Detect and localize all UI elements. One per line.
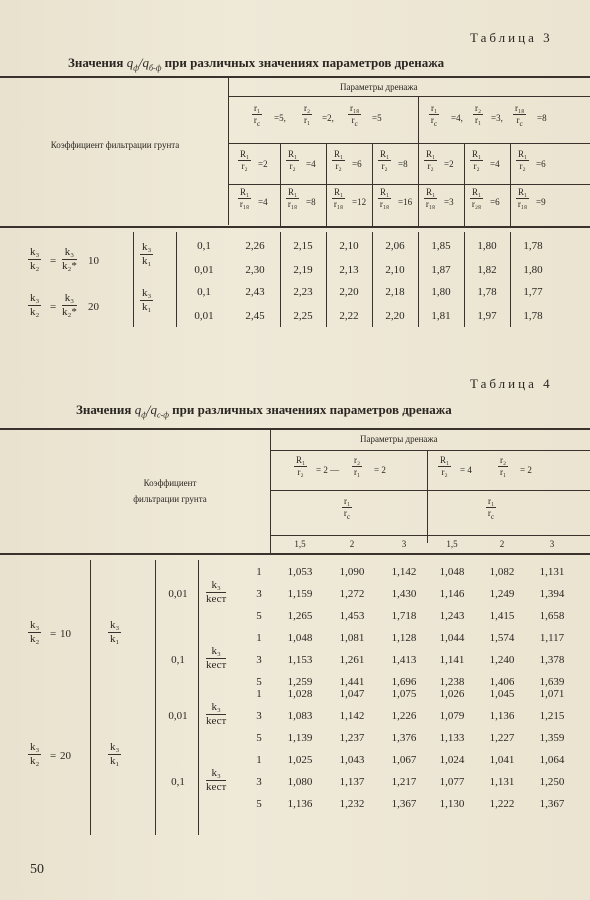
t3-cell: 2,18 — [385, 286, 405, 298]
t4-k-value: 5 — [256, 798, 262, 810]
fraction — [238, 188, 251, 209]
t4-cell: 1,658 — [539, 610, 565, 622]
t4-colval: 1,5 — [446, 539, 458, 549]
t4-colval: 2 — [499, 539, 505, 549]
t3-cell: 1,78 — [477, 286, 497, 298]
t4-cell: 1,071 — [539, 688, 565, 700]
t3-cell: 1,97 — [477, 310, 497, 322]
numerator: k₃ — [206, 646, 226, 659]
t4-colvals-rule — [271, 535, 590, 536]
t3-body-divider — [464, 232, 465, 327]
value: =4 — [306, 159, 316, 169]
value: =12 — [352, 197, 367, 207]
t4-cell: 1,083 — [287, 710, 313, 722]
t3-cell: 2,15 — [293, 240, 313, 252]
t4-cell: 1,048 — [287, 632, 313, 644]
t4-colval: 2 — [349, 539, 355, 549]
fraction — [286, 150, 299, 171]
t4-cell: 1,430 — [391, 588, 417, 600]
fraction — [470, 188, 483, 209]
t4-cell: 1,024 — [439, 754, 465, 766]
t3-col-bottom-3 — [372, 186, 418, 224]
t4-k3kest-fraction — [206, 646, 226, 671]
t4-k-value: 5 — [256, 732, 262, 744]
t3-col-divider — [464, 144, 465, 226]
t3-col-top-2 — [326, 148, 372, 186]
table3-coef-header: Коэффициент фильтрации грунта — [50, 140, 180, 150]
t3-cell: 2,43 — [245, 286, 265, 298]
t3-cell: 2,45 — [245, 310, 265, 322]
denominator: r₂ — [427, 161, 434, 171]
t4-cell: 1,044 — [439, 632, 465, 644]
numerator: R₁ — [288, 187, 298, 197]
value: =6 — [536, 159, 546, 169]
t3-body-divider — [326, 232, 327, 327]
value: =16 — [398, 197, 413, 207]
t4-cell: 1,133 — [439, 732, 465, 744]
t4-cell: 1,227 — [489, 732, 515, 744]
t4-cell: 1,142 — [339, 710, 365, 722]
fraction — [516, 150, 529, 171]
t3-body-divider — [510, 232, 511, 327]
fraction — [516, 188, 529, 209]
title-slash: /q — [146, 402, 158, 417]
t3-col-top-3 — [372, 148, 418, 186]
numerator: R₁ — [334, 149, 344, 159]
numerator: R₁ — [472, 187, 482, 197]
title-prefix: Значения — [76, 402, 132, 417]
numerator: R₁ — [334, 187, 344, 197]
fraction — [238, 150, 251, 171]
value: =4 — [258, 197, 268, 207]
t4-cell: 1,639 — [539, 676, 565, 688]
t4-cell: 1,080 — [287, 776, 313, 788]
t4-cell: 1,215 — [539, 710, 565, 722]
numerator: R₁ — [518, 149, 528, 159]
t4-k31-value: 0,1 — [171, 776, 185, 788]
t4-cell: 1,232 — [339, 798, 365, 810]
t3-cell: 1,87 — [431, 264, 451, 276]
denominator: r₂ — [289, 161, 296, 171]
t3-k31-value: 0,01 — [194, 310, 214, 322]
fraction — [424, 150, 437, 171]
book-page: Таблица 3 Значения $q_ф/q_{б-ф}$ при различных значениях параметров дренажа Коэффициент фильтрации грунта Параметры дренажа r₁ $r_c$ =5, r₂ r₁ =2, r₁₈ $r_c$ =5 r₁ $r_c$ =4, r₂ r₁ =3, r₁₈ $r_c$ =8 $\frac{\text{R₁}}{\text{r₂}}$ =2 $\frac{\text{R₁}}{\text{r₁₈}}$ =4 $\frac{\text{R₁}}{\text{r₂}}$ =4 $\frac{\text{R₁}}{\text{r₁₈}}$ =8 $\frac{\text{R₁}}{\text{r₂}}$ =6 $\frac{\text{R₁}}{\text{r₁₈}}$ =12 $\frac{\text{R₁}}{\text{r₂}}$ =8 $\frac{\text{R₁}}{\text{r₁₈}}$ =16 $\frac{\text{R₁}}{\text{r₂}}$ =2 $\frac{\text{R₁}}{\text{r₁₈}}$ =3 $\frac{\text{R₁}}{\text{r₂}}$ =4 $\frac{\text{R₁}}{\text{r₂₈}}$ =6 $\frac{\text{R₁}}{\text{r₂}}$ =6 $\frac{\text{R₁}}{\text{r₁₈}}$ =9 k₃ k₂ = k₃ k₂* 10 k₃ k₂ = k₃ k₂* 20 k₃ k₁ k₃ k₁ 0,1 2,26 2,15 2,10 2,06 1,85 1,80 1,78 0,01 2,30 2,19 2,13 2,10 1,87 1,82 1,80 0,1 2,43 2,23 2,20 2,18 1,80 1,78 1,77 0,01 2,45 2,25 2,22 2,20 1,81 1,97 1,78 Таблица 4 Значения $q_ф/q_{c-ф}$ при различных значениях параметров дренажа Коэффициент фильтрации грунта Параметры дренажа R₁ r₂ = 2 — r₂ r₁ = 2 R₁ r₂ = 4 r₂ r₁ = 2 r₁ $r_c$ r₁ $r_c$ 1,5 2 3 1,5 2 3 k₃ k₂ = 10 k₃ k₂ = 20 k₃ k₁ k₃ k₁ 0,01 k₃ kест 1 1,053 1,090 1,142 1,048 1,082 1,131 3 1,159 1,272 1,430 1,146 1,249 1,394 5 1,265 1,453 1,718 1,243 1,415 1,658 0,1 k₃ kест 1 1,048 1,081 1,128 1,044 1,574 1,117 3 1,153 1,261 1,413 1,141 1,240 1,378 5 1,259 1,441 1,696 1,238 1,406 1,639 0,01 k₃ kест 1 1,028 1,047 1,075 1,026 1,045 1,071 3 1,083 1,142 1,226 1,079 1,136 1,215 5 1,139 1,237 1,376 1,133 1,227 1,359 0,1 k₃ kест 1 1,025 1,043 1,067 1,024 1,041 1,064 3 1,080 1,137 1,217 1,077 1,131 1,250 5 1,136 1,232 1,367 1,130 1,222 1,367 50 — [0, 0, 590, 900]
t4-cell: 1,131 — [489, 776, 515, 788]
t3-cell: 2,30 — [245, 264, 265, 276]
value: =2 — [258, 159, 268, 169]
fraction — [286, 188, 299, 209]
numerator: R₁ — [426, 149, 436, 159]
table4-title — [76, 402, 452, 420]
t4-cell: 1,272 — [339, 588, 365, 600]
t3-cell: 2,10 — [385, 264, 405, 276]
t4-cell: 1,259 — [287, 676, 313, 688]
t3-col-bottom-1 — [280, 186, 326, 224]
denominator: r₂₈ — [471, 199, 482, 209]
denominator: kест — [206, 715, 227, 727]
t4-cell: 1,153 — [287, 654, 313, 666]
t3-cell: 2,20 — [385, 310, 405, 322]
denominator: r₂ — [241, 161, 248, 171]
denominator: kест — [206, 593, 227, 605]
title-q: q — [126, 55, 134, 70]
t4-cell: 1,047 — [339, 688, 365, 700]
t3-cell: 1,80 — [431, 286, 451, 298]
t3-vline-b — [176, 232, 177, 327]
params-rule — [229, 96, 590, 97]
fraction — [332, 188, 345, 209]
t4-sub-rule — [271, 490, 590, 491]
numerator: R₁ — [380, 149, 390, 159]
fraction — [470, 150, 483, 171]
title-sub1: ф — [141, 410, 147, 420]
t3-cell: 2,22 — [339, 310, 359, 322]
table4-top-rule — [0, 428, 590, 430]
fraction — [378, 150, 391, 171]
title-sub2: б-ф — [149, 63, 162, 73]
t3-cell: 2,06 — [385, 240, 405, 252]
title-rest: при различных значениях параметров дренажа — [164, 55, 445, 70]
t4-cell: 1,079 — [439, 710, 465, 722]
t4-k-value: 5 — [256, 676, 262, 688]
t4-cell: 1,376 — [391, 732, 417, 744]
t4-k31-value: 0,01 — [168, 588, 188, 600]
table3-title — [68, 55, 444, 73]
t4-cell: 1,043 — [339, 754, 365, 766]
t4-k-value: 1 — [256, 754, 262, 766]
t3-col-bottom-0 — [232, 186, 278, 224]
table3-params-header: Параметры дренажа — [340, 82, 418, 92]
numerator: R₁ — [426, 187, 436, 197]
title-prefix: Значения — [68, 55, 124, 70]
page-number: 50 — [30, 862, 44, 877]
denominator: r₁₈ — [287, 199, 298, 209]
t3-cell: 2,10 — [339, 240, 359, 252]
fraction — [424, 188, 437, 209]
t3-col-divider — [372, 144, 373, 226]
title-sub1: ф — [133, 63, 139, 73]
t4-cell: 1,131 — [539, 566, 565, 578]
ratio-value-20: 20 — [88, 301, 99, 313]
t4-cell: 1,067 — [391, 754, 417, 766]
t4-cell: 1,082 — [489, 566, 515, 578]
table4-params-header: Параметры дренажа — [360, 434, 438, 444]
t4-params-rule — [271, 450, 590, 451]
t3-cell: 1,80 — [477, 240, 497, 252]
t3-body-divider — [280, 232, 281, 327]
t3-body-divider — [372, 232, 373, 327]
numerator: k₃ — [206, 768, 226, 781]
t4-cell: 1,130 — [439, 798, 465, 810]
t3-cell: 2,23 — [293, 286, 313, 298]
t4-cell: 1,367 — [391, 798, 417, 810]
value: =6 — [352, 159, 362, 169]
numerator: R₁ — [472, 149, 482, 159]
t3-k31-value: 0,01 — [194, 264, 214, 276]
t4-cell: 1,159 — [287, 588, 313, 600]
t4-group-divider — [427, 451, 428, 543]
t4-cell: 1,139 — [287, 732, 313, 744]
t4-k-value: 3 — [256, 776, 262, 788]
t3-col-bottom-5 — [464, 186, 510, 224]
table4-group-header-2: R₁ r₂ = 4 r₂ r₁ = 2 — [440, 455, 532, 477]
numerator: R₁ — [240, 187, 250, 197]
t4-k-value: 5 — [256, 610, 262, 622]
t3-col-divider — [280, 144, 281, 226]
t4-cell: 1,243 — [439, 610, 465, 622]
title-rest: при различных значениях параметров дренажа — [172, 402, 452, 417]
t4-cell: 1,250 — [539, 776, 565, 788]
denominator: kест — [206, 659, 227, 671]
t4-cell: 1,265 — [287, 610, 313, 622]
t4-k-value: 1 — [256, 688, 262, 700]
table3-group-header-1: r₁ $r_c$ =5, r₂ r₁ =2, r₁₈ $r_c$ =5 — [253, 103, 382, 128]
t3-col-divider — [326, 144, 327, 226]
denominator: r₁₈ — [379, 199, 390, 209]
value: =3 — [444, 197, 454, 207]
t3-cell: 1,78 — [523, 240, 543, 252]
t4-colval: 3 — [401, 539, 407, 549]
table4-group-header-1: R₁ r₂ = 2 — r₂ r₁ = 2 — [296, 455, 386, 477]
t3-col-divider — [510, 144, 511, 226]
t4-colval: 1,5 — [294, 539, 306, 549]
denominator: kест — [206, 781, 227, 793]
table3-header-bottom-rule — [0, 226, 590, 228]
t3-col-top-6 — [510, 148, 556, 186]
t4-cell: 1,146 — [439, 588, 465, 600]
t3-cell: 1,82 — [477, 264, 497, 276]
t4-cell: 1,696 — [391, 676, 417, 688]
t3-cell: 2,26 — [245, 240, 265, 252]
table3-group-header-2: r₁ $r_c$ =4, r₂ r₁ =3, r₁₈ $r_c$ =8 — [430, 103, 547, 128]
numerator: R₁ — [288, 149, 298, 159]
t4-k3kest-fraction — [206, 580, 226, 605]
t4-cell: 1,415 — [489, 610, 515, 622]
t4-vline-1 — [90, 560, 91, 835]
t3-body-divider — [418, 232, 419, 327]
fraction — [332, 150, 345, 171]
title-slash: /q — [138, 55, 150, 70]
t4-cell: 1,718 — [391, 610, 417, 622]
numerator: R₁ — [380, 187, 390, 197]
table4-label: Таблица 4 — [470, 376, 553, 391]
t4-cell: 1,237 — [339, 732, 365, 744]
t4-cell: 1,413 — [391, 654, 417, 666]
t4-cell: 1,048 — [439, 566, 465, 578]
t4-cell: 1,226 — [391, 710, 417, 722]
t4-cell: 1,137 — [339, 776, 365, 788]
t4-ratio-value-20: 20 — [60, 750, 71, 762]
t4-k3kest-fraction — [206, 702, 226, 727]
t3-col-bottom-6 — [510, 186, 556, 224]
t4-cell: 1,064 — [539, 754, 565, 766]
t3-cell: 1,80 — [523, 264, 543, 276]
t4-cell: 1,441 — [339, 676, 365, 688]
denominator: r₂ — [519, 161, 526, 171]
t4-cell: 1,394 — [539, 588, 565, 600]
t4-k-value: 3 — [256, 588, 262, 600]
t4-k31-value: 0,01 — [168, 710, 188, 722]
numerator: R₁ — [518, 187, 528, 197]
t4-cell: 1,359 — [539, 732, 565, 744]
t4-cell: 1,249 — [489, 588, 515, 600]
t4-cell: 1,406 — [489, 676, 515, 688]
value: =6 — [490, 197, 500, 207]
t4-cell: 1,136 — [287, 798, 313, 810]
t4-cell: 1,090 — [339, 566, 365, 578]
value: =8 — [398, 159, 408, 169]
denominator: r₁₈ — [333, 199, 344, 209]
t3-cell: 1,85 — [431, 240, 451, 252]
denominator: r₂ — [335, 161, 342, 171]
t4-cell: 1,141 — [439, 654, 465, 666]
t4-cell: 1,367 — [539, 798, 565, 810]
numerator: k₃ — [206, 580, 226, 593]
t4-cell: 1,261 — [339, 654, 365, 666]
t3-cell: 1,81 — [431, 310, 451, 322]
t4-k-value: 1 — [256, 566, 262, 578]
t4-ratio-value-10: 10 — [60, 628, 71, 640]
t4-cell: 1,453 — [339, 610, 365, 622]
t3-k31-value: 0,1 — [197, 240, 211, 252]
t4-k31-value: 0,1 — [171, 654, 185, 666]
t4-cell: 1,574 — [489, 632, 515, 644]
t4-cell: 1,077 — [439, 776, 465, 788]
t4-cell: 1,075 — [391, 688, 417, 700]
t4-k3kest-fraction — [206, 768, 226, 793]
t4-k-value: 3 — [256, 710, 262, 722]
value: =4 — [490, 159, 500, 169]
t4-cell: 1,117 — [539, 632, 565, 644]
t3-cell: 1,78 — [523, 310, 543, 322]
t4-cell: 1,025 — [287, 754, 313, 766]
t4-cell: 1,238 — [439, 676, 465, 688]
value: =8 — [306, 197, 316, 207]
t4-cell: 1,240 — [489, 654, 515, 666]
denominator: r₁₈ — [239, 199, 250, 209]
t4-cell: 1,128 — [391, 632, 417, 644]
denominator: r₁₈ — [517, 199, 528, 209]
t4-k-value: 1 — [256, 632, 262, 644]
t3-cell: 2,19 — [293, 264, 313, 276]
t3-col-top-0 — [232, 148, 278, 186]
table4-coef-header-2: фильтрации грунта — [133, 494, 207, 504]
t4-cell: 1,053 — [287, 566, 313, 578]
t4-vline-2 — [155, 560, 156, 835]
t3-cell: 2,20 — [339, 286, 359, 298]
t3-col-bottom-4 — [418, 186, 464, 224]
t4-colval: 3 — [549, 539, 555, 549]
t3-k31-value: 0,1 — [197, 286, 211, 298]
t3-cell: 2,25 — [293, 310, 313, 322]
t3-cell: 2,13 — [339, 264, 359, 276]
t3-cell: 1,77 — [523, 286, 543, 298]
t3-col-top-5 — [464, 148, 510, 186]
table3-top-rule — [0, 76, 590, 78]
table3-header-divider — [228, 77, 229, 225]
t4-cell: 1,081 — [339, 632, 365, 644]
ratio-value-10: 10 — [88, 255, 99, 267]
subcol-rule — [229, 143, 590, 144]
t4-cell: 1,136 — [489, 710, 515, 722]
title-sub2: c-ф — [157, 410, 169, 420]
numerator: R₁ — [240, 149, 250, 159]
t3-col-bottom-2 — [326, 186, 372, 224]
denominator: r₂ — [381, 161, 388, 171]
fraction — [378, 188, 391, 209]
value: =9 — [536, 197, 546, 207]
t4-k-value: 3 — [256, 654, 262, 666]
t4-cell: 1,026 — [439, 688, 465, 700]
t3-vline-a — [133, 232, 134, 327]
numerator: k₃ — [206, 702, 226, 715]
t4-cell: 1,378 — [539, 654, 565, 666]
table3-label: Таблица 3 — [470, 30, 553, 45]
denominator: r₂ — [473, 161, 480, 171]
t4-cell: 1,222 — [489, 798, 515, 810]
t3-col-mid-rule — [229, 184, 590, 185]
title-q: q — [134, 402, 142, 417]
t3-col-top-4 — [418, 148, 464, 186]
t4-cell: 1,217 — [391, 776, 417, 788]
denominator: r₁₈ — [425, 199, 436, 209]
t3-col-top-1 — [280, 148, 326, 186]
t4-cell: 1,028 — [287, 688, 313, 700]
t3-col-divider — [418, 144, 419, 226]
t4-cell: 1,142 — [391, 566, 417, 578]
value: =2 — [444, 159, 454, 169]
t4-cell: 1,045 — [489, 688, 515, 700]
t4-vline-3 — [198, 560, 199, 835]
table4-header-bottom-rule — [0, 553, 590, 555]
t4-cell: 1,041 — [489, 754, 515, 766]
table4-coef-header-1: Коэффициент — [143, 478, 197, 488]
